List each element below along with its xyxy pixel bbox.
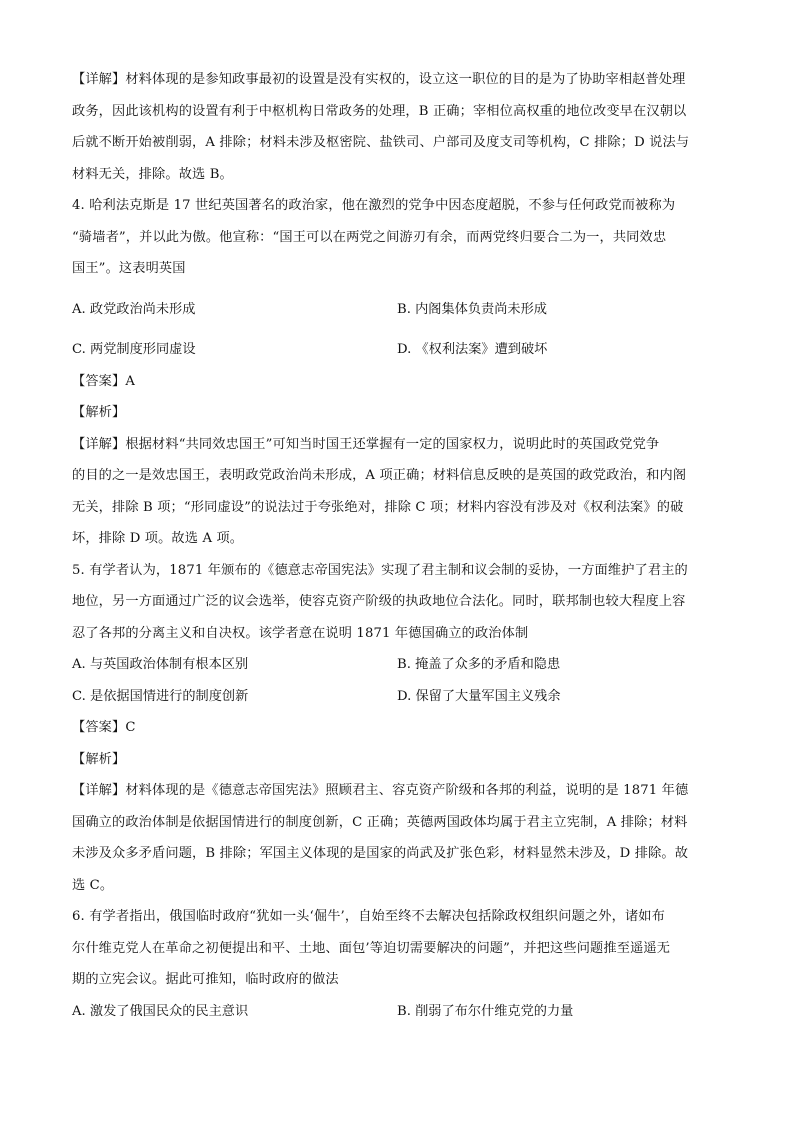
question-stem-line: 忍了各邦的分离主义和自决权。该学者意在说明 1871 年德国确立的政治体制 <box>72 625 529 641</box>
analysis-label: 【解析】 <box>72 751 126 767</box>
option-row <box>72 334 722 366</box>
question-4 <box>72 190 722 555</box>
text-line: 政务，因此该机构的设置有利于中枢机构日常政务的处理，B 正确；宰相位高权重的地位改变早在汉朝以 <box>72 103 687 119</box>
answer-label: 【答案】A <box>72 373 136 389</box>
question-stem-line: 期的立宪会议。据此可推知，临时政府的做法 <box>72 972 339 987</box>
option-b: B. 削弱了布尔什维克党的力量 <box>397 1003 574 1019</box>
option-a: A. 与英国政治体制有根本区别 <box>72 657 249 672</box>
text-line: 【详解】材料体现的是《德意志帝国宪法》照顾君主、容克资产阶级和各邦的利益，说明的是 1871 年德 <box>72 783 689 798</box>
question-stem-line: 国王”。这表明英国 <box>72 261 186 276</box>
text-line: 材料无关，排除。故选 B。 <box>72 166 233 182</box>
option-row <box>72 681 722 713</box>
option-b: B. 内阁集体负责尚未形成 <box>397 301 547 317</box>
option-a: A. 政党政治尚未形成 <box>72 301 196 317</box>
text-line: 【详解】根据材料“共同效忠国王”可知当时国王还掌握有一定的国家权力，说明此时的英国政党党争 <box>72 436 660 452</box>
text-line: 的目的之一是效忠国王，表明政党政治尚未形成，A 项正确；材料信息反映的是英国的政党政治，和内阁 <box>72 468 687 483</box>
text-line: 【详解】材料体现的是参知政事最初的设置是没有实权的，设立这一职位的目的是为了协助宰相赵普处理 <box>72 72 686 87</box>
text-line: 无关，排除 B 项；“形同虚设”的说法过于夸张绝对，排除 C 项；材料内容没有涉及对《权利法案》的破 <box>72 499 684 515</box>
option-b: B. 掩盖了众多的矛盾和隐患 <box>397 657 561 672</box>
analysis-label: 【解析】 <box>72 405 126 420</box>
text-line: 后就不断开始被削弱，A 排除；材料未涉及枢密院、盐铁司、户部司及度支司等机构，C 排除；D 说法与 <box>72 135 690 150</box>
q3-explanation <box>72 64 722 190</box>
text-line: 坏，排除 D 项。故选 A 项。 <box>72 531 244 546</box>
option-c: C. 两党制度形同虚设 <box>72 342 196 357</box>
option-a: A. 激发了俄国民众的民主意识 <box>72 1003 249 1019</box>
text-line: 选 C。 <box>72 877 114 893</box>
option-d: D. 保留了大量军国主义残余 <box>397 688 561 704</box>
question-stem-line: 地位，另一方面通过广泛的议会选举，使容克资产阶级的执政地位合法化。同时，联邦制也较大程度上容 <box>72 594 686 609</box>
question-6 <box>72 901 722 1027</box>
option-d: D. 《权利法案》遭到破坏 <box>397 342 548 357</box>
question-5 <box>72 555 722 902</box>
document-page <box>72 64 722 1027</box>
question-stem-line: “骑墙者”，并以此为傲。他宣称：“国王可以在两党之间游刃有余，而两党终归要合二为一，共同效忠 <box>72 229 667 245</box>
question-stem-line: 6. 有学者指出，俄国临时政府“犹如一头‘倔牛’，自始至终不去解决包括除政权组织问题之外，诸如布 <box>72 909 665 924</box>
question-stem-line: 5. 有学者认为，1871 年颁布的《德意志帝国宪法》实现了君主制和议会制的妥协，一方面维护了君主的 <box>72 562 688 578</box>
text-line: 未涉及众多矛盾问题，B 排除；军国主义体现的是国家的尚武及扩张色彩，材料显然未涉及，D 排除。故 <box>72 846 689 861</box>
option-row <box>72 649 722 681</box>
option-row <box>72 996 722 1028</box>
option-row <box>72 294 722 326</box>
question-stem-line: 4. 哈利法克斯是 17 世纪英国著名的政治家，他在激烈的党争中因态度超脱，不参与任何政党而被称为 <box>72 198 676 213</box>
question-stem-line: 尔什维克党人在革命之初便提出和平、土地、面包’等迫切需要解决的问题”，并把这些问题推至遥遥无 <box>72 940 671 956</box>
text-line: 国确立的政治体制是依据国情进行的制度创新，C 正确；英德两国政体均属于君主立宪制，A 排除；材料 <box>72 814 688 830</box>
option-c: C. 是依据国情进行的制度创新 <box>72 688 249 704</box>
answer-label: 【答案】C <box>72 720 136 735</box>
